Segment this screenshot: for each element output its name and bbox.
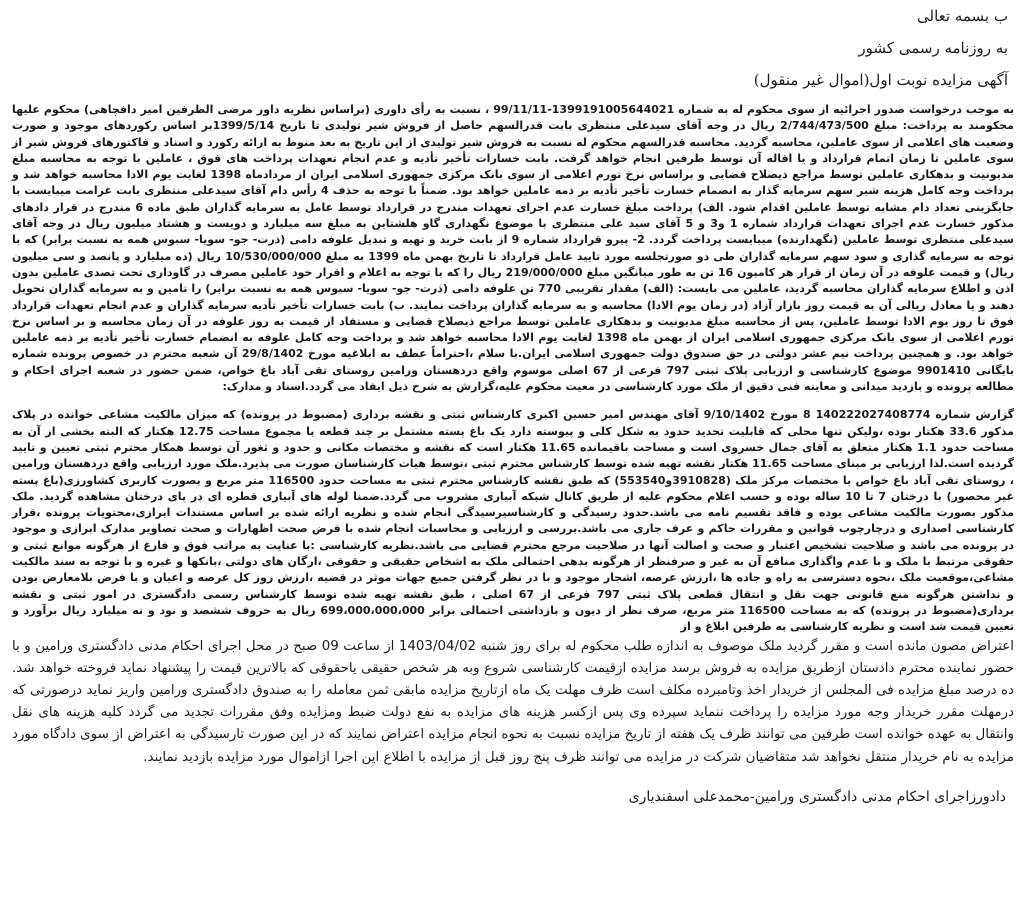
signature-line: دادورزاجرای احکام مدنی دادگستری ورامین-محمدعلی اسفندیاری: [628, 788, 1006, 805]
execution-order-paragraph: به موجب درخواست صدور اجرائیه از سوی محکوم له به شماره 1399191005644021-99/11/11 ، نسبت به رأی داوری (براساس نظریه داور مرضی الطرفین امیر دافچاهی) محکوم علیها محکومند به پرداخت: مبلغ 2/744/473/500 ریال در وجه آقای سیدعلی منتظری بابت قدرالسهم حاصل از فروش شیر تولیدی تا تاریخ 1399/5/14بر اساس رکوردهای موجود و صورت وضعیت های اعلامی از سوی عاملین، محاسبه گردید. محاسبه قدرالسهم محکوم له نسبت به فروش شیر تولیدی از این تاریخ به بعد منوط به ارائه رکورد و اسناد و فاکتورهای فروش شیر از سوی عاملین تا زمان اتمام قرارداد و یا اقاله آن توسط طرفین انجام خواهد گرفت. بابت خسارات تأخیر تأدیه و عدم انجام تعهدات پرداخت های فوق ، عاملین با توجه به محاسبه مبلغ مدیونیت و بدهکاری عاملین توسط مراجع ذیصلاح قضایی و براساس نرخ تورم اعلامی از سوی بانک مرکزی جمهوری اسلامی ایران از مردادماه 1398 لغایت یوم الادا محاسبه خواهد شد و پرداخت وجه کامل هزینه شیر سهم سرمایه گذار به انضمام خسارت تأخیر تأدیه بر ذمه عاملین خواهد بود. ضمناً با توجه به حذف 4 رأس دام آقای سیدعلی منتظری بابت غرامت میبایست با جایگزینی تعداد دام مشابه توسط عاملین اقدام شود. الف) پرداخت مبلغ خسارت عدم اجرای تعهدات مندرج در قرارداد توسط عامل به سرمایه گذاران طبق ماده 6 مندرج در قرار دادهای مذکور خسارت عدم اجرای تعهدات قرارداد شماره 1 و3 و 5 آقای سید علی منتظری با موضوع نگهداری گاو هلشتاین به مبلغ سه میلیارد و دویست و هشتاد میلیون ریال در وجه آقای سیدعلی منتظری توسط عاملین (نگهدارنده) میبایست پرداخت گردد. 2- پیرو قرارداد شماره 9 از بابت خرید و تهیه و تبدیل علوفه دامی (ذرت- جو- سویا- سبوس همه به نسبت برابر) که با توجه به سرمایه گذاری و سود سهم سرمایه گذاران طی دو صورتجلسه مورد تایید عامل قرارداد تا تاریخ بهمن ماه 1399 به مبلغ 10/530/000/000 ریال (ده میلیارد و پانصد و سی میلیون ریال) و قیمت علوفه در آن زمان از قرار هر کامیون 16 تن به طور میانگین مبلغ 219/000/000 ریال را که با توجه به اعلام و اقرار خود عاملین مصرف در گاوداری تحت تصدی عاملین بدون اذن و اطلاع سرمایه گذاران محاسبه گردید، عاملین می بایست: (الف) مقدار تقریبی 770 تن علوفه دامی (ذرت- جو- سویا- سبوس همه به نسبت برابر) را تامین و به سرمایه گذاران تحویل دهند و یا معادل ریالی آن به قیمت روز بازار آزاد (در زمان یوم الادا) محاسبه و به سرمایه گذاران پرداخت نمایند. ب) بابت خسارات تأخیر تأدیه سرمایه گذاران و عدم انجام تعهدات قرارداد فوق تا روز یوم الادا توسط عاملین، پس از محاسبه مبلغ مدیونیت و بدهکاری عاملین توسط مراجع ذیصلاح قضایی و مستفاد از قیمت به روز علوفه در آن زمان محاسبه و بر اساس نرخ تورم اعلامی از سوی بانک مرکزی جمهوری اسلامی ایران از بهمن ماه 1398 لغایت یوم الادا محاسبه خواهد شد و پرداخت وجه کامل علوفه به انضمام خسارت تأخیر تأدیه بر ذمه عاملین خواهد بود. و همچنین پرداخت نیم عشر دولتی در حق صندوق دولت جمهوری اسلامی ایران.با سلام ،احتراماً عطف به ابلاغیه مورخ 29/8/1402 آن شعبه محترم در خصوص پرونده شماره بایگانی 9901410 موضوع کارشناسی و ارزیابی پلاک ثبتی 797 فرعی از 67 اصلی موسوم واقع دردهستان ورامین روستای تقی آباد باغ خواص، ضمن حضور در شعبه اجرای احکام و مطالعه پرونده و بازدید میدانی و معاینه فنی دقیق از ملک مورد کارشناسی در معیت محکوم علیه،گزارش به شرح ذیل ایفاد می گردد.اسناد و مدارک:: [12, 103, 1015, 394]
expert-report-paragraph: گزارش شماره 140222027408774 8 مورخ 9/10/1402 آقای مهندس امیر حسین اکبری کارشناس ثبتی و نقشه برداری (مضبوط در پرونده) که میزان مالکیت مشاعی خوانده در پلاک مذکور 33.6 هکتار بوده ،ولیکن تنها محلی که قابلیت تحدید حدود به شکل کلی و پیوسته دارد یک باغ پسته مشتمل بر چند قطعه با مجموع مساحت 12.75 هکتار که البته بخشی از آن به مساحت حدود 1.1 هکتار متعلق به آقای جمال خسروی است و مساحت باقیمانده 11.65 هکتار است که نقشه و مختصات مکانی و حدود و ثغور آن توسط همکار محترم ثبتی تعیین و تایید گردیده است.لذا ارزیابی بر مبنای مساحت 11.65 هکتار نقشه تهیه شده توسط کارشناس محترم ثبتی ،توسط هیات کارشناسان صورت می پذیرد.ملک مورد ارزیابی واقع دردهستان ورامین ، روستای تقی آباد باغ خواص با مختصات مرکز ملک (3910828و553540) که طبق نقشه کارشناس محترم ثبتی به مساحت حدود 116500 متر مربع و بصورت کاربری کشاورزی(باغ پسته غیر محصور) با درختان 7 تا 10 ساله بوده و حسب اعلام محکوم علیه از طریق کانال شبکه آبیاری مشروب می گردد.ضمنا لوله های آبیاری قطره ای در پای درختان مشاهده گردید. ملک مذکور بصورت مالکیت مشاعی بوده و فاقد تقسیم نامه می باشد.حدود رسیدگی و کارشناسیرسیدگی انجام شده و نظریه ارائه شده بر اساس مستندات ابرازی،محتویات پرونده ،قرار کارشناسی اصداری و درچارچوب قوانین و مقررات حاکم و عرف جاری می باشد.بررسی و ارزیابی و محاسبات انجام شده با فرض صحت اظهارات و صحت تصاویر مدارک ابرازی و موجود در پرونده می باشد و صلاحیت تشخیص اعتبار و صحت و اصالت آنها در صلاحیت مرجع محترم قضایی می باشد.نظریه کارشناسی :با عنایت به مراتب فوق و فارغ از هرگونه موانع ثبتی و حقوقی مرتبط با ملک و با عدم واگذاری منافع آن به غیر و صرفنظر از هرگونه بدهی احتمالی ملک به اشخاص حقیقی و حقوقی ،ارگان های دولتی ،بانکها و غیره و با توجه به سند مالکیت مشاعی،موقعیت ملک ،نحوه دسترسی به راه و جاده ها ،ارزش عرصه، اشجار موجود و با در نظر گرفتن جمیع جهات موثر در قضیه ،ارزش روز کل عرصه و اعیان و با فرض بلامعارض بودن و نداشتن هرگونه منع قانونی جهت نقل و انتقال قطعی پلاک ثبتی 797 فرعی از 67 اصلی ، طبق نقشه تهیه شده توسط کارشناس رسمی دادگستری در امور ثبتی و نقشه برداری(مضبوط در پرونده) که به مساحت 116500 متر مربع، صرف نظر از دیون و بازداشتی احتمالی برابر 699،000،000،000 ریال به حروف ششصد و نود و نه میلیارد ریال برآورد و تعیین قیمت شد است و نظریه کارشناسی به طرفین ابلاغ و از: [12, 408, 1015, 634]
invocation-line: ب بسمه تعالی: [917, 7, 1008, 25]
newspaper-line: به روزنامه رسمی کشور: [858, 39, 1008, 57]
notice-title: آگهی مزایده نوبت اول(اموال غیر منقول): [753, 71, 1008, 89]
auction-terms-paragraph: اعتراض مصون مانده است و مقرر گردید ملک موصوف به اندازه طلب محکوم له برای روز شنبه 1403/04/02 از ساعت 09 صبح در محل اجرای احکام مدنی دادگستری ورامین و با حضور نماینده محترم دادستان ازطریق مزایده به فروش برسد مزایده ازقیمت کارشناسی شروع وبه هر شخص حقیقی یاحقوقی که بالاترین قیمت را پیشنهاد نماید فروخته خواهد شد. ده درصد مبلغ مزایده فی المجلس از خریدار اخذ وتامبرده مکلف است ظرف مهلت یک ماه ازتاریخ مزایده مابقی ثمن معامله را به صندوق دادگستری ورامین واریز نماید درصورتی که درمهلت مقرر خریدار وجه مورد مزایده را پرداخت ننماید سپرده وی پس ازکسر هزینه های مزایده به نفع دولت ضبط ومزایده وفق مقررات تجدید می گردد کلیه هزینه های نقل وانتقال به عهده خوانده است طرفین می توانند ظرف یک هفته از تاریخ مزایده نسبت به نحوه انجام مزایده اعتراض نمایند که در این صورت تارسیدگی به اعتراض از سوی دادگاه مورد مزایده به نام خریدار منتقل نخواهد شد متقاضیان شرکت در مزایده می توانند ظرف پنج روز قبل از مزایده با اطلاع این اجرا ازاموال مورد مزایده بازدید نمایند.: [12, 638, 1014, 765]
